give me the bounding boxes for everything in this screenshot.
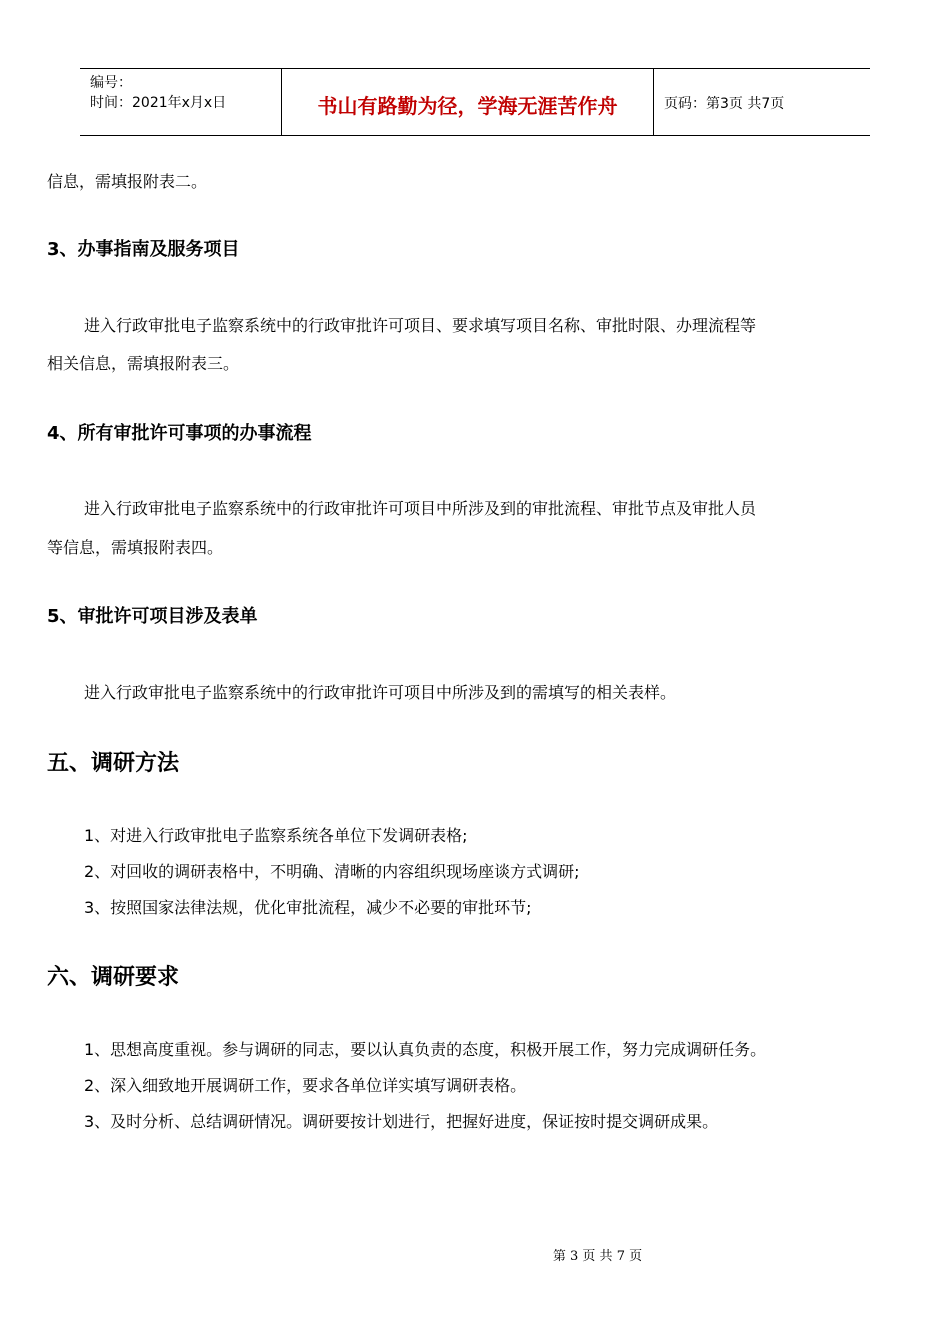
method-item-2: 2、对回收的调研表格中，不明确、清晰的内容组织现场座谈方式调研; <box>84 862 580 881</box>
document-number-label: 编号： <box>90 75 132 91</box>
header-page-info: 页码：第3页 共7页 <box>664 96 785 112</box>
requirement-item-2: 2、深入细致地开展调研工作，要求各单位详实填写调研表格。 <box>84 1076 527 1095</box>
page-header <box>80 68 870 136</box>
section-5-heading: 5、审批许可项目涉及表单 <box>47 606 258 627</box>
section-4-heading: 4、所有审批许可事项的办事流程 <box>47 423 312 444</box>
section-3-heading: 3、办事指南及服务项目 <box>47 239 240 260</box>
header-meta-cell <box>80 69 282 135</box>
requirement-item-3: 3、及时分析、总结调研情况。调研要按计划进行，把握好进度，保证按时提交调研成果。 <box>84 1112 719 1131</box>
header-page-cell <box>654 69 870 135</box>
section-4-paragraph-line-1: 进入行政审批电子监察系统中的行政审批许可项目中所涉及到的审批流程、审批节点及审批人员 <box>84 499 757 518</box>
section-3-paragraph-line-2: 相关信息，需填报附表三。 <box>47 354 240 373</box>
requirement-item-1: 1、思想高度重视。参与调研的同志，要以认真负责的态度，积极开展工作，努力完成调研任务。 <box>84 1040 767 1059</box>
section-5-paragraph: 进入行政审批电子监察系统中的行政审批许可项目中所涉及到的需填写的相关表样。 <box>84 683 677 702</box>
page-footer <box>0 1245 950 1264</box>
chapter-5-heading: 五、调研方法 <box>47 751 180 776</box>
chapter-6-heading: 六、调研要求 <box>47 965 180 990</box>
header-motto: 书山有路勤为径，学海无涯苦作舟 <box>317 93 618 118</box>
continuation-text: 信息，需填报附表二。 <box>47 172 208 191</box>
section-3-paragraph-line-1: 进入行政审批电子监察系统中的行政审批许可项目、要求填写项目名称、审批时限、办理流程等 <box>84 316 757 335</box>
method-item-1: 1、对进入行政审批电子监察系统各单位下发调研表格; <box>84 826 468 845</box>
method-item-3: 3、按照国家法律法规，优化审批流程，减少不必要的审批环节; <box>84 898 532 917</box>
footer-page-number: 第 3 页 共 7 页 <box>552 1249 643 1264</box>
header-motto-cell <box>282 69 654 135</box>
section-4-paragraph-line-2: 等信息，需填报附表四。 <box>47 538 224 557</box>
document-date: 时间：2021年x月x日 <box>90 95 227 111</box>
